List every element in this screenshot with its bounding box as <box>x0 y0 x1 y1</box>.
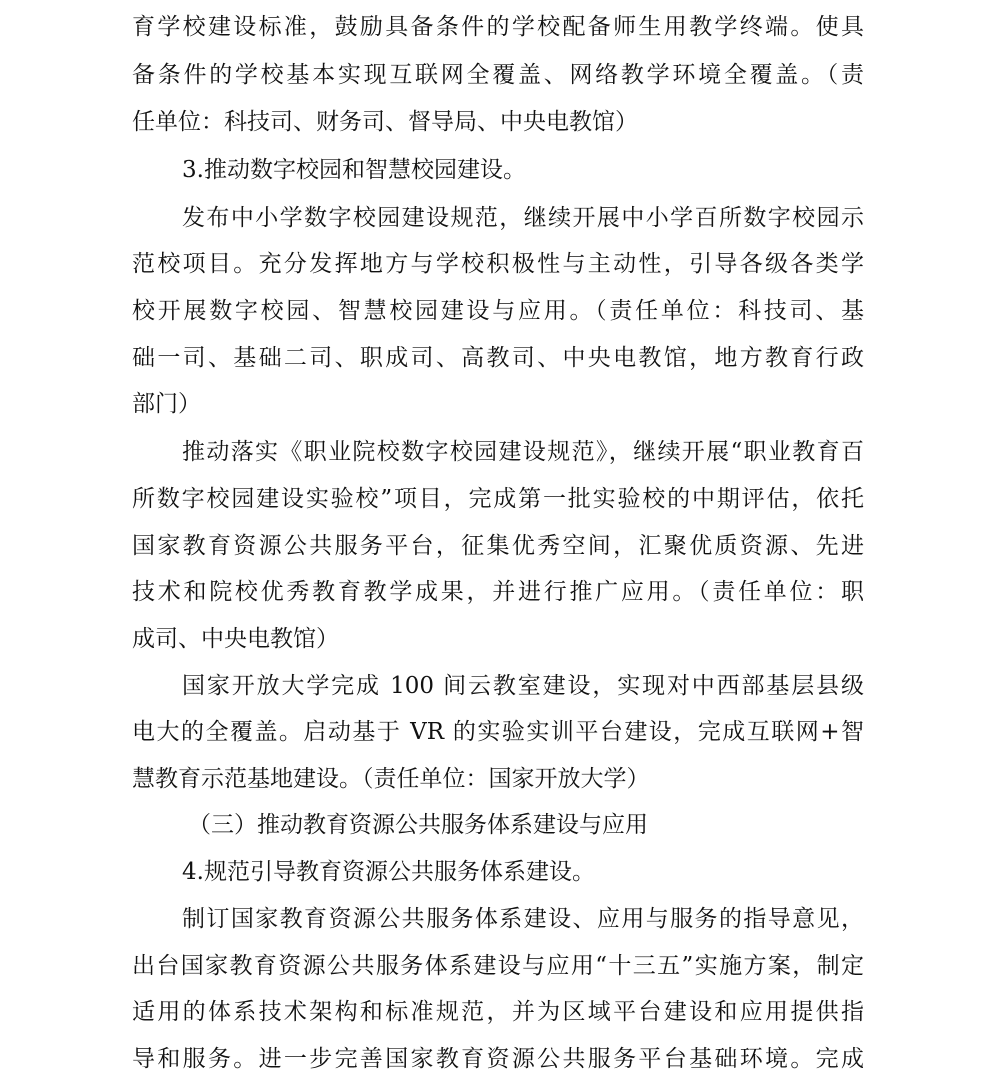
paragraph-line: 备条件的学校基本实现互联网全覆盖、网络教学环境全覆盖。（责 <box>132 62 864 88</box>
paragraph-line: 国家开放大学完成 100 间云教室建设，实现对中西部基层县级 <box>182 673 864 699</box>
section-heading: 4.规范引导教育资源公共服务体系建设。 <box>182 859 595 885</box>
paragraph-line: 所数字校园建设实验校”项目，完成第一批实验校的中期评估，依托 <box>132 486 864 512</box>
paragraph-line: 任单位：科技司、财务司、督导局、中央电教馆） <box>132 109 638 135</box>
paragraph-line: 育学校建设标准，鼓励具备条件的学校配备师生用教学终端。使具 <box>132 14 864 40</box>
paragraph-line: 推动落实《职业院校数字校园建设规范》，继续开展“职业教育百 <box>182 439 864 465</box>
paragraph-line: 发布中小学数字校园建设规范，继续开展中小学百所数字校园示 <box>182 205 864 231</box>
paragraph-line: 部门） <box>132 391 201 417</box>
paragraph-line: 校开展数字校园、智慧校园建设与应用。（责任单位：科技司、基 <box>132 298 864 324</box>
paragraph-line: 制订国家教育资源公共服务体系建设、应用与服务的指导意见， <box>182 906 864 932</box>
paragraph-line: 出台国家教育资源公共服务体系建设与应用“十三五”实施方案，制定 <box>132 953 864 979</box>
paragraph-line: 成司、中央电教馆） <box>132 626 339 652</box>
paragraph-line: 适用的体系技术架构和标准规范，并为区域平台建设和应用提供指 <box>132 999 864 1025</box>
paragraph-line: 范校项目。充分发挥地方与学校积极性与主动性，引导各级各类学 <box>132 251 864 277</box>
section-heading: 3.推动数字校园和智慧校园建设。 <box>182 157 526 183</box>
paragraph-line: 国家教育资源公共服务平台，征集优秀空间，汇聚优质资源、先进 <box>132 533 864 559</box>
paragraph-line: 础一司、基础二司、职成司、高教司、中央电教馆，地方教育行政 <box>132 345 864 371</box>
paragraph-line: 电大的全覆盖。启动基于 VR 的实验实训平台建设，完成互联网+智 <box>132 719 864 745</box>
paragraph-line: 慧教育示范基地建设。（责任单位：国家开放大学） <box>132 766 650 792</box>
paragraph-line: 导和服务。进一步完善国家教育资源公共服务平台基础环境。完成 <box>132 1046 864 1072</box>
section-heading: （三）推动教育资源公共服务体系建设与应用 <box>188 812 648 838</box>
paragraph-line: 技术和院校优秀教育教学成果，并进行推广应用。（责任单位：职 <box>132 579 864 605</box>
